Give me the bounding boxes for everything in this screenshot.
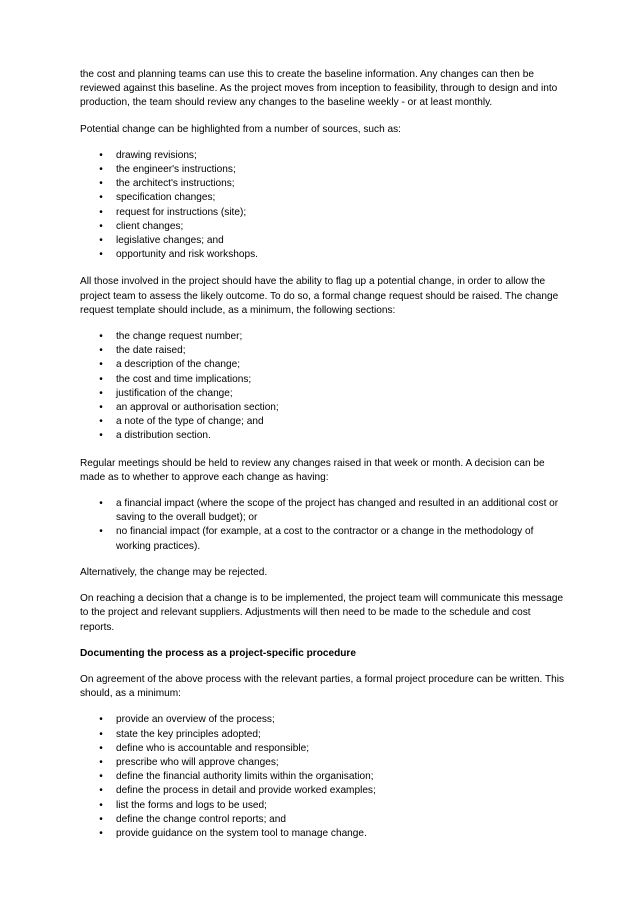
list-item <box>80 344 564 358</box>
list-item <box>80 234 564 248</box>
list-item-text: a description of the change; <box>116 359 241 371</box>
bullet-icon: • <box>99 235 103 247</box>
bullet-icon: • <box>99 192 103 204</box>
list-item-text: the change request number; <box>116 331 243 343</box>
list-request-sections <box>80 330 564 444</box>
bullet-icon: • <box>99 827 103 839</box>
list-item-text: list the forms and logs to be used; <box>116 799 267 811</box>
bullet-icon: • <box>99 149 103 161</box>
list-item <box>80 149 564 163</box>
bullet-icon: • <box>99 387 103 399</box>
list-item-text: the date raised; <box>116 345 186 357</box>
list-item <box>80 248 564 262</box>
list-item <box>80 799 564 813</box>
list-item-text: a financial impact (where the scope of the project has changed and resulted in an additional cost or saving to the overall budget); or <box>116 498 559 524</box>
bullet-icon: • <box>99 220 103 232</box>
list-item <box>80 191 564 205</box>
bullet-icon: • <box>99 430 103 442</box>
bullet-icon: • <box>99 402 103 414</box>
list-item <box>80 784 564 798</box>
list-item-text: specification changes; <box>116 192 216 204</box>
list-impact-types <box>80 497 564 554</box>
list-item-text: define the process in detail and provide worked examples; <box>116 785 376 797</box>
bullet-icon: • <box>99 742 103 754</box>
bullet-icon: • <box>99 331 103 343</box>
list-item <box>80 387 564 401</box>
list-item <box>80 163 564 177</box>
list-item-text: state the key principles adopted; <box>116 728 261 740</box>
list-item <box>80 206 564 220</box>
bullet-icon: • <box>99 785 103 797</box>
bullet-icon: • <box>99 359 103 371</box>
list-item-text: the engineer's instructions; <box>116 164 236 176</box>
list-item-text: request for instructions (site); <box>116 206 247 218</box>
bullet-icon: • <box>99 799 103 811</box>
list-item <box>80 358 564 372</box>
section-heading: Documenting the process as a project-specific procedure <box>80 647 356 659</box>
list-item <box>80 429 564 443</box>
list-item <box>80 415 564 429</box>
list-item-text: no financial impact (for example, at a cost to the contractor or a change in the methodology of working practices). <box>116 526 534 552</box>
list-item-text: define who is accountable and responsible; <box>116 742 310 754</box>
list-item-text: a note of the type of change; and <box>116 416 264 428</box>
paragraph-change-request: All those involved in the project should have the ability to flag up a potential change, in order to allow the project team to assess the likely outcome. To do so, a formal change request should be raised. The change request template should include, as a minimum, the following sections: <box>80 276 559 316</box>
bullet-icon: • <box>99 206 103 218</box>
list-item <box>80 713 564 727</box>
list-item <box>80 401 564 415</box>
bullet-icon: • <box>99 813 103 825</box>
document-body <box>80 68 564 853</box>
list-item-text: client changes; <box>116 220 184 232</box>
paragraph-procedure-intro: On agreement of the above process with the relevant parties, a formal project procedure can be written. This should, as a minimum: <box>80 673 565 700</box>
bullet-icon: • <box>99 714 103 726</box>
list-item <box>80 497 564 525</box>
list-change-sources <box>80 149 564 263</box>
paragraph-sources-intro: Potential change can be highlighted from a number of sources, such as: <box>80 123 401 135</box>
bullet-icon: • <box>99 771 103 783</box>
bullet-icon: • <box>99 345 103 357</box>
list-item-text: the cost and time implications; <box>116 373 252 385</box>
list-item <box>80 220 564 234</box>
list-item-text: define the change control reports; and <box>116 813 287 825</box>
bullet-icon: • <box>99 164 103 176</box>
paragraph-baseline: the cost and planning teams can use this to create the baseline information. Any changes can then be reviewed against this baseline. As the project moves from inception to feasibility, through to design and into production, the team should review any changes to the baseline weekly - or at least monthly. <box>80 69 558 109</box>
bullet-icon: • <box>99 178 103 190</box>
bullet-icon: • <box>99 728 103 740</box>
bullet-icon: • <box>99 249 103 261</box>
list-item-text: justification of the change; <box>116 387 233 399</box>
list-item-text: provide guidance on the system tool to manage change. <box>116 827 367 839</box>
list-item <box>80 525 564 553</box>
list-item <box>80 813 564 827</box>
list-item <box>80 330 564 344</box>
bullet-icon: • <box>99 498 103 510</box>
paragraph-regular-meetings: Regular meetings should be held to review any changes raised in that week or month. A decision can be made as to whether to approve each change as having: <box>80 457 545 483</box>
list-item <box>80 770 564 784</box>
list-item <box>80 373 564 387</box>
list-item-text: provide an overview of the process; <box>116 714 275 726</box>
list-item <box>80 827 564 841</box>
bullet-icon: • <box>99 416 103 428</box>
bullet-icon: • <box>99 756 103 768</box>
paragraph-rejected: Alternatively, the change may be rejected. <box>80 566 268 578</box>
list-item-text: an approval or authorisation section; <box>116 402 279 414</box>
list-item <box>80 742 564 756</box>
list-item-text: legislative changes; and <box>116 235 224 247</box>
list-item-text: opportunity and risk workshops. <box>116 249 258 261</box>
list-procedure-steps <box>80 713 564 841</box>
list-item-text: define the financial authority limits within the organisation; <box>116 771 374 783</box>
list-item <box>80 728 564 742</box>
paragraph-implementation: On reaching a decision that a change is to be implemented, the project team will communicate this message to the project and relevant suppliers. Adjustments will then need to be made to the schedule and cost reports. <box>80 593 564 633</box>
list-item-text: prescribe who will approve changes; <box>116 756 279 768</box>
list-item-text: the architect's instructions; <box>116 178 235 190</box>
list-item-text: drawing revisions; <box>116 149 197 161</box>
list-item-text: a distribution section. <box>116 430 211 442</box>
bullet-icon: • <box>99 526 103 538</box>
list-item <box>80 756 564 770</box>
bullet-icon: • <box>99 373 103 385</box>
list-item <box>80 177 564 191</box>
